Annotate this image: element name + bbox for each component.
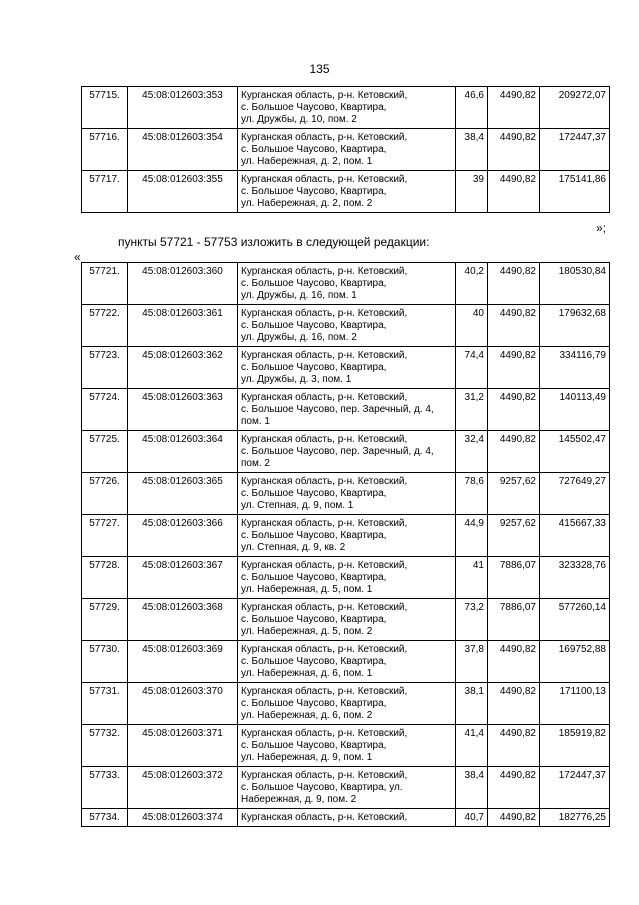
table-row xyxy=(82,725,610,767)
address xyxy=(238,87,456,129)
address-line: Курганская область, р-н. Кетовский, xyxy=(241,266,408,277)
address-line: пом. 2 xyxy=(241,458,270,469)
address-line: с. Большое Чаусово, Квартира, xyxy=(241,488,387,499)
address-line: ул. Набережная, д. 9, пом. 1 xyxy=(241,752,373,763)
cadastral-number: 45:08:012603:368 xyxy=(128,599,238,641)
address-line: ул. Набережная, д. 5, пом. 1 xyxy=(241,584,373,595)
property-table-previous xyxy=(81,86,610,213)
address xyxy=(238,725,456,767)
area-value: 40,7 xyxy=(456,809,488,827)
table-row xyxy=(82,171,610,213)
table-row xyxy=(82,641,610,683)
price-per-sqm: 4490,82 xyxy=(488,809,540,827)
cadastral-number: 45:08:012603:354 xyxy=(128,129,238,171)
address xyxy=(238,809,456,827)
price-per-sqm: 4490,82 xyxy=(488,171,540,213)
table-row xyxy=(82,87,610,129)
address-line: Курганская область, р-н. Кетовский, xyxy=(241,90,408,101)
table-row xyxy=(82,515,610,557)
cadastral-cost: 415667,33 xyxy=(540,515,610,557)
cadastral-number: 45:08:012603:361 xyxy=(128,305,238,347)
cadastral-cost: 209272,07 xyxy=(540,87,610,129)
table-row xyxy=(82,305,610,347)
cadastral-cost: 169752,88 xyxy=(540,641,610,683)
row-number: 57726. xyxy=(82,473,128,515)
cadastral-cost: 172447,37 xyxy=(540,129,610,171)
row-number: 57721. xyxy=(82,263,128,305)
address-line: ул. Набережная, д. 5, пом. 2 xyxy=(241,626,373,637)
address-line: Курганская область, р-н. Кетовский, xyxy=(241,476,408,487)
address-line: ул. Набережная, д. 2, пом. 2 xyxy=(241,198,373,209)
address-line: Курганская область, р-н. Кетовский, xyxy=(241,686,408,697)
table-body xyxy=(82,263,610,827)
row-number: 57715. xyxy=(82,87,128,129)
area-value: 46,6 xyxy=(456,87,488,129)
address xyxy=(238,683,456,725)
address-line: с. Большое Чаусово, Квартира, xyxy=(241,102,387,113)
cadastral-cost: 185919,82 xyxy=(540,725,610,767)
price-per-sqm: 4490,82 xyxy=(488,87,540,129)
row-number: 57733. xyxy=(82,767,128,809)
area-value: 31,2 xyxy=(456,389,488,431)
price-per-sqm: 4490,82 xyxy=(488,641,540,683)
area-value: 44,9 xyxy=(456,515,488,557)
table-row xyxy=(82,683,610,725)
cadastral-cost: 577260,14 xyxy=(540,599,610,641)
closing-quote: »; xyxy=(596,221,607,235)
address-line: с. Большое Чаусово, пер. Заречный, д. 4, xyxy=(241,404,434,415)
row-number: 57725. xyxy=(82,431,128,473)
price-per-sqm: 9257,62 xyxy=(488,473,540,515)
area-value: 40 xyxy=(456,305,488,347)
area-value: 74,4 xyxy=(456,347,488,389)
cadastral-cost: 171100,13 xyxy=(540,683,610,725)
table-row xyxy=(82,431,610,473)
address-line: с. Большое Чаусово, Квартира, xyxy=(241,614,387,625)
area-value: 78,6 xyxy=(456,473,488,515)
page-number: 135 xyxy=(309,62,330,76)
address xyxy=(238,129,456,171)
area-value: 38,4 xyxy=(456,129,488,171)
address-line: Курганская область, р-н. Кетовский, xyxy=(241,728,408,739)
address-line: с. Большое Чаусово, Квартира, xyxy=(241,278,387,289)
area-value: 73,2 xyxy=(456,599,488,641)
row-number: 57717. xyxy=(82,171,128,213)
address xyxy=(238,641,456,683)
table-row xyxy=(82,557,610,599)
address-line: с. Большое Чаусово, Квартира, xyxy=(241,320,387,331)
row-number: 57728. xyxy=(82,557,128,599)
address-line: ул. Набережная, д. 2, пом. 1 xyxy=(241,156,373,167)
table-row xyxy=(82,767,610,809)
address-line: с. Большое Чаусово, Квартира, ул. xyxy=(241,782,403,793)
cadastral-number: 45:08:012603:353 xyxy=(128,87,238,129)
address xyxy=(238,171,456,213)
row-number: 57731. xyxy=(82,683,128,725)
address-line: с. Большое Чаусово, Квартира, xyxy=(241,656,387,667)
address-line: ул. Набережная, д. 6, пом. 2 xyxy=(241,710,373,721)
cadastral-number: 45:08:012603:371 xyxy=(128,725,238,767)
cadastral-number: 45:08:012603:360 xyxy=(128,263,238,305)
cadastral-cost: 175141,86 xyxy=(540,171,610,213)
table-row xyxy=(82,473,610,515)
cadastral-cost: 140113,49 xyxy=(540,389,610,431)
cadastral-number: 45:08:012603:362 xyxy=(128,347,238,389)
address-line: ул. Дружбы, д. 3, пом. 1 xyxy=(241,374,352,385)
cadastral-cost: 323328,76 xyxy=(540,557,610,599)
address-line: Курганская область, р-н. Кетовский, xyxy=(241,812,408,823)
address xyxy=(238,305,456,347)
area-value: 38,4 xyxy=(456,767,488,809)
address xyxy=(238,767,456,809)
row-number: 57723. xyxy=(82,347,128,389)
cadastral-number: 45:08:012603:374 xyxy=(128,809,238,827)
area-value: 37,8 xyxy=(456,641,488,683)
price-per-sqm: 4490,82 xyxy=(488,389,540,431)
price-per-sqm: 4490,82 xyxy=(488,767,540,809)
cadastral-number: 45:08:012603:369 xyxy=(128,641,238,683)
cadastral-cost: 727649,27 xyxy=(540,473,610,515)
address-line: Курганская область, р-н. Кетовский, xyxy=(241,132,408,143)
address-line: ул. Набережная, д. 6, пом. 1 xyxy=(241,668,373,679)
address xyxy=(238,347,456,389)
address-line: Курганская область, р-н. Кетовский, xyxy=(241,392,408,403)
address-line: с. Большое Чаусово, Квартира, xyxy=(241,698,387,709)
address xyxy=(238,431,456,473)
cadastral-number: 45:08:012603:366 xyxy=(128,515,238,557)
price-per-sqm: 9257,62 xyxy=(488,515,540,557)
address xyxy=(238,599,456,641)
cadastral-number: 45:08:012603:355 xyxy=(128,171,238,213)
cadastral-number: 45:08:012603:365 xyxy=(128,473,238,515)
cadastral-number: 45:08:012603:370 xyxy=(128,683,238,725)
address xyxy=(238,515,456,557)
property-table-amended xyxy=(81,262,610,827)
area-value: 39 xyxy=(456,171,488,213)
address-line: Курганская область, р-н. Кетовский, xyxy=(241,560,408,571)
table-row xyxy=(82,389,610,431)
price-per-sqm: 7886,07 xyxy=(488,599,540,641)
address-line: Курганская область, р-н. Кетовский, xyxy=(241,644,408,655)
cadastral-number: 45:08:012603:363 xyxy=(128,389,238,431)
price-per-sqm: 4490,82 xyxy=(488,431,540,473)
cadastral-cost: 172447,37 xyxy=(540,767,610,809)
address xyxy=(238,263,456,305)
amendment-instruction: пункты 57721 - 57753 изложить в следующей редакции: xyxy=(118,235,430,249)
address-line: ул. Дружбы, д. 10, пом. 2 xyxy=(241,114,357,125)
address xyxy=(238,473,456,515)
address xyxy=(238,557,456,599)
address-line: с. Большое Чаусово, Квартира, xyxy=(241,362,387,373)
address-line: с. Большое Чаусово, пер. Заречный, д. 4, xyxy=(241,446,434,457)
row-number: 57722. xyxy=(82,305,128,347)
table-body xyxy=(82,87,610,213)
price-per-sqm: 7886,07 xyxy=(488,557,540,599)
address-line: ул. Степная, д. 9, пом. 1 xyxy=(241,500,354,511)
address-line: Курганская область, р-н. Кетовский, xyxy=(241,602,408,613)
address-line: с. Большое Чаусово, Квартира, xyxy=(241,740,387,751)
address-line: ул. Дружбы, д. 16, пом. 2 xyxy=(241,332,357,343)
address-line: пом. 1 xyxy=(241,416,270,427)
row-number: 57724. xyxy=(82,389,128,431)
table-row xyxy=(82,263,610,305)
cadastral-cost: 182776,25 xyxy=(540,809,610,827)
row-number: 57730. xyxy=(82,641,128,683)
table-row xyxy=(82,599,610,641)
address-line: Курганская область, р-н. Кетовский, xyxy=(241,518,408,529)
cadastral-cost: 334116,79 xyxy=(540,347,610,389)
address-line: с. Большое Чаусово, Квартира, xyxy=(241,186,387,197)
cadastral-cost: 179632,68 xyxy=(540,305,610,347)
row-number: 57716. xyxy=(82,129,128,171)
table-row xyxy=(82,129,610,171)
area-value: 41,4 xyxy=(456,725,488,767)
address-line: Курганская область, р-н. Кетовский, xyxy=(241,308,408,319)
area-value: 40,2 xyxy=(456,263,488,305)
row-number: 57732. xyxy=(82,725,128,767)
price-per-sqm: 4490,82 xyxy=(488,725,540,767)
cadastral-number: 45:08:012603:364 xyxy=(128,431,238,473)
area-value: 38,1 xyxy=(456,683,488,725)
table-row xyxy=(82,809,610,827)
price-per-sqm: 4490,82 xyxy=(488,347,540,389)
cadastral-cost: 145502,47 xyxy=(540,431,610,473)
opening-quote: « xyxy=(74,250,81,264)
address-line: ул. Степная, д. 9, кв. 2 xyxy=(241,542,346,553)
area-value: 41 xyxy=(456,557,488,599)
cadastral-number: 45:08:012603:372 xyxy=(128,767,238,809)
row-number: 57729. xyxy=(82,599,128,641)
address-line: Курганская область, р-н. Кетовский, xyxy=(241,174,408,185)
address-line: с. Большое Чаусово, Квартира, xyxy=(241,144,387,155)
address-line: с. Большое Чаусово, Квартира, xyxy=(241,572,387,583)
price-per-sqm: 4490,82 xyxy=(488,263,540,305)
area-value: 32,4 xyxy=(456,431,488,473)
address-line: с. Большое Чаусово, Квартира, xyxy=(241,530,387,541)
price-per-sqm: 4490,82 xyxy=(488,683,540,725)
cadastral-number: 45:08:012603:367 xyxy=(128,557,238,599)
table-row xyxy=(82,347,610,389)
address-line: ул. Дружбы, д. 16, пом. 1 xyxy=(241,290,357,301)
row-number: 57727. xyxy=(82,515,128,557)
address-line: Набережная, д. 9, пом. 2 xyxy=(241,794,357,805)
cadastral-cost: 180530,84 xyxy=(540,263,610,305)
price-per-sqm: 4490,82 xyxy=(488,129,540,171)
price-per-sqm: 4490,82 xyxy=(488,305,540,347)
address-line: Курганская область, р-н. Кетовский, xyxy=(241,350,408,361)
address xyxy=(238,389,456,431)
row-number: 57734. xyxy=(82,809,128,827)
address-line: Курганская область, р-н. Кетовский, xyxy=(241,770,408,781)
address-line: Курганская область, р-н. Кетовский, xyxy=(241,434,408,445)
